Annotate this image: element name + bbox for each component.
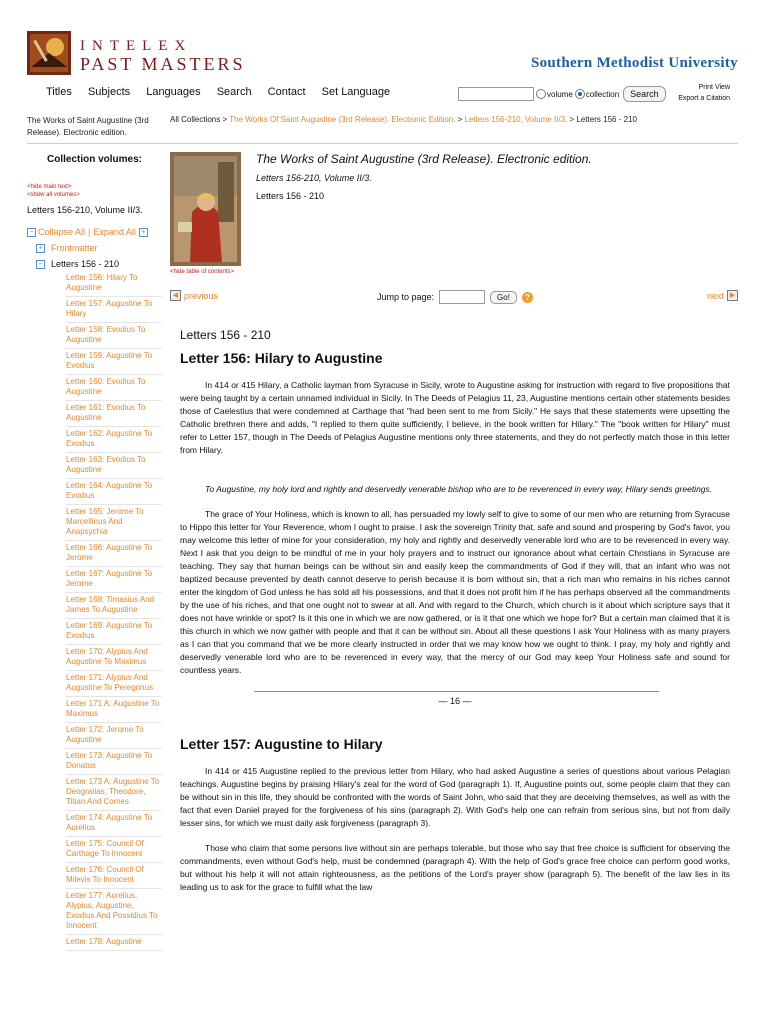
nav-titles[interactable]: Titles (46, 86, 72, 98)
nav-search[interactable]: Search (216, 86, 252, 98)
page-tools (678, 82, 730, 104)
sidebar-letter-item[interactable]: Letter 171: Alypius And Augustine To Peregrinus (66, 671, 162, 697)
sidebar-letter-item[interactable]: Letter 168: Timasius And James To Augustine (66, 593, 162, 619)
help-icon[interactable]: ? (522, 292, 533, 303)
sidebar-letter-item[interactable]: Letter 173 A: Augustine To Deogratias, Theodore, Titian And Comes (66, 775, 162, 811)
search-button[interactable]: Search (623, 86, 666, 102)
sidebar-letter-item[interactable]: Letter 158: Evodius To Augustine (66, 323, 162, 349)
sidebar-letter-item[interactable]: Letter 176: Council Of Milevis To Innocent (66, 863, 162, 889)
brand-past-masters: PAST MASTERS (80, 54, 246, 74)
nav-set-language[interactable]: Set Language (321, 86, 391, 98)
tree-controls (27, 227, 162, 237)
tree-current-range[interactable] (36, 259, 162, 269)
letter-157-intro: In 414 or 415 Augustine replied to the previous letter from Hilary, who had asked Augustine a series of questions about various Pelagian teachings. Augustine begins by praising Hilary's zeal for the word of God (paragraph 1). If, Augustine points out, some people claim that they can be without sin in this life, they should be confronted with the words of Saint John, who said that they are deceiving themselves, as well as with the fact that even Daniel prayed for the forgiveness of his sins (paragraph 2). With God's help one can refrain from serious sins, but not from daily lesser sins, for which we must daily ask forgiveness (paragraph 3). (180, 766, 730, 828)
range-title: Letters 156 - 210 (256, 191, 325, 201)
next-link[interactable] (707, 290, 738, 301)
sidebar-letter-item[interactable]: Letter 175: Council Of Carthage To Innocent (66, 837, 162, 863)
sidebar-letter-item[interactable]: Letter 159: Augustine To Evodius (66, 349, 162, 375)
sidebar-letter-item[interactable]: Letter 164: Augustine To Evodius (66, 479, 162, 505)
collection-volumes-title: Collection volumes: (46, 154, 142, 165)
header-divider (27, 143, 738, 144)
sidebar-letter-item[interactable]: Letter 166: Augustine To Jerome (66, 541, 162, 567)
page-divider (254, 691, 659, 692)
letter-157-summary: Those who claim that some persons live without sin are perhaps tolerable, but those who say that free choice is sufficient for observing the commandments, even without God's help, must be condemned (paragraph 4). With the help of God's grace free choice can perform good works, but without his help it will not attain righteousness, as the petitions of the Lord's prayer show (paragraph 5). The benefit of the law lies in its leading us to ask for the grace to fulfill what the law (180, 843, 730, 892)
breadcrumb-current: Letters 156 - 210 (576, 115, 637, 124)
radio-volume-label: volume (547, 89, 573, 99)
sidebar-letter-item[interactable]: Letter 161: Evodius To Augustine (66, 401, 162, 427)
previous-link[interactable] (170, 290, 218, 301)
document-content (180, 328, 730, 906)
brand-intelex: INTELEX (80, 38, 193, 54)
sidebar-letter-item[interactable]: Letter 178: Augustine (66, 935, 162, 951)
nav-contact[interactable]: Contact (267, 86, 306, 98)
arrow-left-icon[interactable]: ◀ (170, 290, 181, 301)
jump-to-page (377, 290, 533, 304)
arrow-right-icon[interactable]: ▶ (727, 290, 738, 301)
nav-subjects[interactable]: Subjects (87, 86, 131, 98)
sidebar-letter-item[interactable]: Letter 162: Augustine To Evodius (66, 427, 162, 453)
jump-label: Jump to page: (377, 292, 435, 302)
breadcrumb-separator: > (569, 115, 575, 124)
main-nav (46, 86, 403, 98)
breadcrumb-all[interactable]: All Collections (170, 115, 221, 124)
breadcrumb-volume[interactable]: Letters 156-210, Volume II/3. (464, 115, 568, 124)
radio-collection[interactable] (575, 89, 585, 99)
radio-collection-label: collection (585, 89, 620, 99)
current-range-label[interactable]: Letters 156 - 210 (51, 259, 120, 269)
breadcrumb-work[interactable]: The Works Of Saint Augustine (3rd Release). Electronic Edition. (229, 115, 456, 124)
letter-157-heading: Letter 157: Augustine to Hilary (180, 736, 383, 752)
collapse-icon[interactable]: − (27, 228, 36, 237)
search-input[interactable] (458, 87, 534, 101)
sidebar-volume[interactable]: Letters 156-210, Volume II/3. (27, 205, 143, 215)
sidebar-letter-item[interactable]: Letter 163: Evodius To Augustine (66, 453, 162, 479)
sidebar-letter-item[interactable]: Letter 165: Jerome To Marcellinus And Anapsychia (66, 505, 162, 541)
sidebar-letter-item[interactable]: Letter 169: Augustine To Evodius (66, 619, 162, 645)
expand-icon[interactable]: + (36, 244, 45, 253)
sidebar-letter-item[interactable]: Letter 167: Augustine To Jerome (66, 567, 162, 593)
previous-label[interactable]: previous (184, 290, 219, 301)
sidebar-letter-item[interactable]: Letter 160: Evodius To Augustine (66, 375, 162, 401)
frontmatter-link[interactable]: Frontmatter (51, 243, 98, 253)
pager (170, 290, 738, 306)
sidebar-letter-item[interactable]: Letter 177: Aurelius, Alypius, Augustine, Evodius And Possidius To Innocent (66, 889, 162, 935)
breadcrumb (170, 115, 637, 124)
radio-volume[interactable] (536, 89, 546, 99)
hide-toc-link[interactable]: <hide table of contents> (170, 269, 235, 275)
show-all-volumes-link[interactable]: <show all volumes> (27, 192, 80, 198)
sidebar-letter-item[interactable]: Letter 172: Jerome To Augustine (66, 723, 162, 749)
cover-painting-image (170, 152, 241, 266)
tree-frontmatter[interactable] (36, 243, 162, 253)
sidebar-letter-item[interactable]: Letter 173: Augustine To Donatus (66, 749, 162, 775)
breadcrumb-separator: > (457, 115, 463, 124)
work-title: The Works of Saint Augustine (3rd Release). Electronic edition. (256, 152, 592, 166)
sidebar-letter-item[interactable]: Letter 157: Augustine To Hilary (66, 297, 162, 323)
collapse-icon[interactable]: − (36, 260, 45, 269)
volume-title: Letters 156-210, Volume II/3. (256, 173, 372, 183)
expand-icon[interactable]: + (139, 228, 148, 237)
go-button[interactable]: Go! (490, 291, 517, 304)
sidebar (27, 150, 162, 951)
current-work-label: The Works of Saint Augustine (3rd Release). Electronic edition. (27, 116, 149, 137)
search-bar (458, 86, 666, 102)
section-title: Letters 156 - 210 (180, 328, 271, 342)
breadcrumb-separator: > (222, 115, 228, 124)
letter-156-salutation: To Augustine, my holy lord and rightly and deservedly venerable bishop who are to be reverenced in every way, Hilary sends greetings. (205, 484, 713, 494)
page-number: — 16 — (438, 696, 472, 706)
sidebar-letter-item[interactable]: Letter 156: Hilary To Augustine (66, 271, 162, 297)
sidebar-letter-item[interactable]: Letter 171 A: Augustine To Maximus (66, 697, 162, 723)
sidebar-letter-item[interactable]: Letter 170: Alypius And Augustine To Maximus (66, 645, 162, 671)
collapse-all-link[interactable]: Collapse All (38, 227, 86, 237)
letter-156-heading: Letter 156: Hilary to Augustine (180, 350, 383, 366)
letters-list (66, 271, 162, 951)
university-name: Southern Methodist University (530, 55, 738, 71)
hide-main-text-link[interactable]: <hide main text> (27, 184, 72, 190)
letter-156-intro: In 414 or 415 Hilary, a Catholic layman from Syracuse in Sicily, wrote to Augustine asking for instruction with regard to five propositions that were being taught by a certain unnamed individual in Sicily. In The Deeds of Pelagius 11, 23, Augustine mentions certain other statements besides those of Caelestius that were condemned at Carthage that "had been sent to me from Sicily." He says that these statements were upsetting the Catholic brethren there and adds, "I replied to them quite sufficiently, I believe, in the book written for Hilary." The "book written for Hilary" must refer to Letter 157, though in The Deeds of Pelagius Augustine mentions only three statements, and they do not perfectly match those in this letter from Hilary. (180, 380, 730, 455)
print-view-link[interactable]: Print View (698, 84, 730, 91)
tree-controls-separator: | (88, 227, 91, 237)
intelex-logo-icon (27, 31, 71, 75)
next-label[interactable]: next (706, 290, 724, 301)
jump-page-input[interactable] (439, 290, 485, 304)
export-citation-link[interactable]: Export a Citation (678, 95, 730, 102)
letter-156-body: The grace of Your Holiness, which is known to all, has persuaded my lowly self to give to some of our men who are returning from Syracuse to Hippo this letter for Your Reverence, whom I ought to praise. I ask the sovereign Trinity that, safe and sound and prospering by God's favor, you may welcome this letter of mine for your consideration, my holy and rightly and deservedly venerable lord who are to be reverenced in every way. Next I ask that you deign to be mindful of me in your holy prayers and to instruct our ignorance about what certain Christians in Syracuse are teaching. They say that human beings can be without sin and easily keep the commandments of God if they will, that an infant who was not baptized because prevented by death cannot deserve to perish because it is born without sin, that a rich man who remains in his riches cannot enter the kingdom of God unless he has sold all his possessions, and that it does not profit him if he has perhaps observed all the commandments by the use of his riches, and that one ought not to swear at all. And with regard to the Church, which church is it about which scripture says that it does not have wrinkle or spot? Is it this one in which we are now gathered, or is it that one which we hope for? But a certain man claimed that it is this church in which we now gather with people and that it can be without sin. About all these questions I ask Your Holiness with as many prayers as I can that you command that we be more clearly instructed in order that we may know how we ought to think. I pray, my holy and rightly and deservedly venerable lord who are to be reverenced in every way, that the mercy of our God may keep Your Holiness safe and sound for countless years. (180, 509, 730, 675)
sidebar-letter-item[interactable]: Letter 174: Augustine To Aurelius (66, 811, 162, 837)
nav-languages[interactable]: Languages (146, 86, 201, 98)
expand-all-link[interactable]: Expand All (93, 227, 136, 237)
